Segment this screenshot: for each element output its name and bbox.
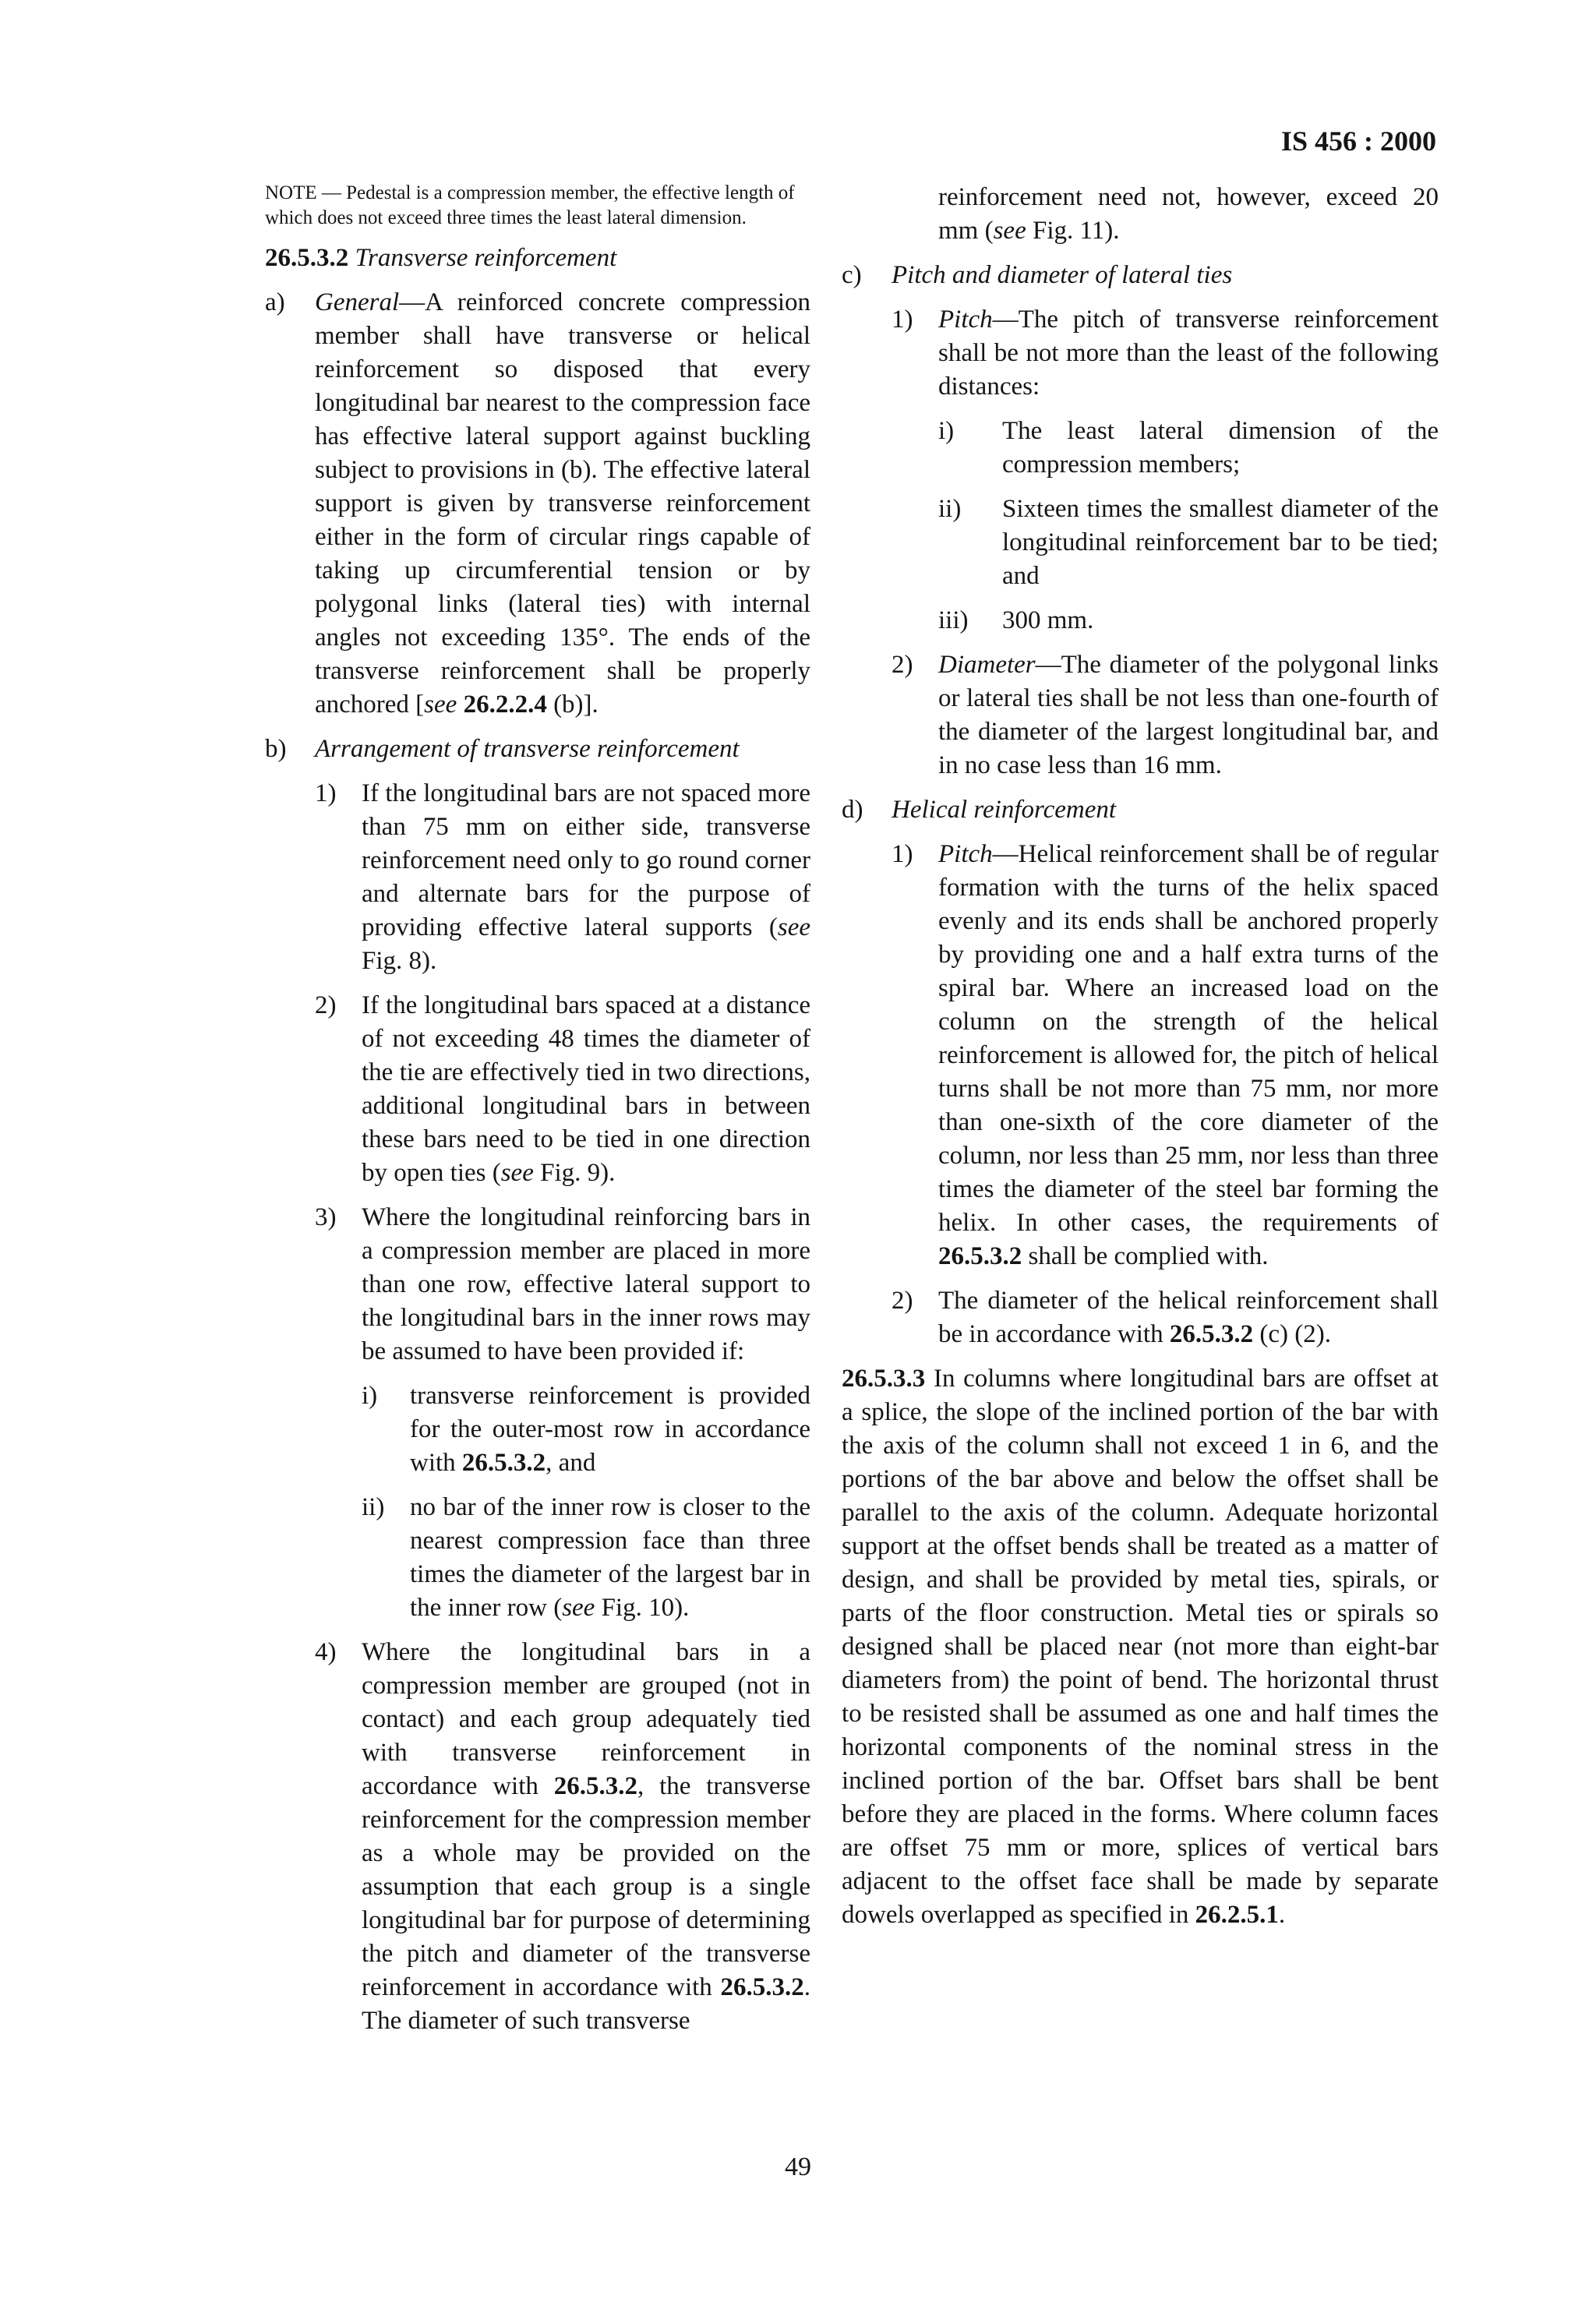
item-b4-text-2: , the transverse reinforcement for the compression member as a whole may be provided on the assumption that each group is a single longitudinal bar for purpose of determining the pitch and diameter of the transverse reinforcement in accordance with [362, 1772, 811, 2001]
item-c1-ii-text: Sixteen times the smallest diameter of the longitudinal reinforcement bar to be tied; and [1002, 495, 1439, 590]
item-c1-iii [842, 604, 1439, 637]
item-c1-iii-label: iii) [938, 606, 969, 634]
item-b1 [265, 777, 810, 978]
item-d2-body [938, 1284, 1439, 1351]
cross-reference: 26.5.3.2 [553, 1772, 637, 1800]
item-a-text-end: (b)]. [546, 690, 598, 719]
right-column [842, 181, 1439, 1941]
item-a-title: General [315, 288, 400, 316]
item-b4-label: 4) [315, 1638, 337, 1666]
figure-ref: Fig. 9). [533, 1159, 616, 1187]
item-b4-text: Where the longitudinal bars in a compression member are grouped (not in contact) and each group adequately tied with transverse reinforcement in accordance with [362, 1638, 810, 1800]
item-b3-i-end: , and [546, 1449, 596, 1477]
item-d1-title: Pitch [938, 840, 993, 868]
item-c1-title: Pitch [938, 305, 993, 334]
item-c1-iii-text: 300 mm. [1002, 606, 1094, 634]
item-b2-label: 2) [315, 991, 337, 1019]
left-column [265, 181, 810, 2049]
item-d1 [842, 838, 1439, 1273]
item-a-text: —A reinforced concrete compression member shall have transverse or helical reinforcement so disposed that every longitudinal bar nearest to the compression face has effective lateral support against buckling subject to provisions in (b). The effective lateral support is given by transverse reinforcement either in the form of circular rings capable of taking up circumferential tension or by polygonal links (lateral ties) with internal angles not exceeding 135°. The ends of the transverse reinforcement shall be properly anchored [ [315, 288, 810, 719]
clause-number: 26.5.3.3 [842, 1365, 926, 1393]
item-d2-label: 2) [892, 1287, 913, 1315]
item-c-title: Pitch and diameter of lateral ties [892, 261, 1233, 289]
item-b1-label: 1) [315, 779, 337, 807]
item-b2-text: If the longitudinal bars spaced at a distance of not exceeding 48 times the diameter of the tie are effectively tied in two directions, additional longitudinal bars in between these bars need to be tied in one direction by open ties ( [362, 991, 810, 1187]
item-b3-i-text: transverse reinforcement is provided for the outer-most row in accordance with [410, 1382, 810, 1477]
figure-ref: Fig. 8). [362, 947, 437, 975]
clause-text: In columns where longitudinal bars are offset at a splice, the slope of the inclined portion of the bar with the axis of the column shall not exceed 1 in 6, and the portions of the bar above and below the offset shall be parallel to the axis of the column. Adequate horizontal support at the offset bends shall be treated as a matter of design, and shall be provided by metal ties, spirals, or parts of the floor construction. Metal ties or spirals so designed shall be placed near (not more than eight-bar diameters from) the point of bend. The horizontal thrust to be resisted shall be assumed as one and half times the horizontal components of the nominal stress in the inclined portion of the bar. Offset bars shall be bent before they are placed in the forms. Where column faces are offset 75 mm or more, splices of vertical bars adjacent to the offset face shall be made by separate dowels overlapped as specified in [842, 1365, 1439, 1929]
item-d1-label: 1) [892, 840, 913, 868]
item-b2-body [362, 989, 810, 1190]
item-c-label: c) [842, 261, 862, 289]
item-b4-text-3: . The diameter of such transverse [362, 1973, 810, 2035]
see-ref: see [993, 217, 1026, 245]
cross-reference: 26.5.3.2 [461, 1449, 546, 1477]
item-c2-body [938, 648, 1439, 782]
item-d-title: Helical reinforcement [892, 796, 1117, 824]
cross-reference: 26.5.3.2 [720, 1973, 804, 2001]
cross-reference: 26.2.2.4 [463, 690, 547, 719]
item-b3-label: 3) [315, 1203, 337, 1231]
item-d [842, 793, 1439, 827]
item-b3-ii-text: no bar of the inner row is closer to the nearest compression face than three times the diameter of the largest bar in the inner row ( [410, 1493, 810, 1622]
item-b4-continued-body [938, 181, 1439, 248]
page-number: 49 [785, 2152, 811, 2181]
item-c1-i-label: i) [938, 417, 955, 445]
item-b2 [265, 989, 810, 1190]
item-c [842, 259, 1439, 292]
item-d1-text: —Helical reinforcement shall be of regular formation with the turns of the helix spaced evenly and its ends shall be anchored properly by providing one and a half extra turns of the spiral bar. Where an increased load on the column on the strength of the helical reinforcement is allowed for, the pitch of helical turns shall be not more than 75 mm, nor more than one-sixth of the core diameter of the column, nor less than 25 mm, nor less than three times the diameter of the steel bar forming the helix. In other cases, the requirements of [938, 840, 1439, 1237]
see-ref: see [562, 1594, 595, 1622]
item-d2-text: The diameter of the helical reinforcement shall be in accordance with [938, 1287, 1439, 1348]
item-d1-text-end: shall be complied with. [1022, 1242, 1269, 1270]
item-b [265, 733, 810, 766]
item-c2-title: Diameter [938, 651, 1036, 679]
see-ref: see [777, 913, 810, 941]
item-b-title: Arrangement of transverse reinforcement [315, 735, 740, 763]
item-b4-continued [842, 181, 1439, 248]
clause-26-5-3-3 [842, 1362, 1439, 1932]
clause-title: Transverse reinforcement [355, 244, 617, 272]
pedestal-note: NOTE — Pedestal is a compression member, the effective length of which does not exceed three times the least lateral dimension. [265, 182, 795, 228]
item-b-label: b) [265, 735, 287, 763]
item-b3-i-label: i) [362, 1382, 378, 1410]
item-b3-ii-label: ii) [362, 1493, 385, 1521]
item-c2-text: —The diameter of the polygonal links or lateral ties shall be not less than one-fourth of the diameter of the largest longitudinal bar, and in no case less than 16 mm. [938, 651, 1439, 779]
see-ref: see [500, 1159, 534, 1187]
item-c1-ii [842, 493, 1439, 593]
clause-end: . [1278, 1901, 1286, 1929]
item-c1-body [938, 303, 1439, 404]
cross-reference: 26.2.5.1 [1195, 1901, 1279, 1929]
cross-reference: 26.5.3.2 [938, 1242, 1022, 1270]
item-b3-ii-body [410, 1491, 810, 1625]
item-b1-body [362, 777, 810, 978]
item-b4-body [362, 1636, 810, 2038]
item-c1-i-text: The least lateral dimension of the compression members; [1002, 417, 1439, 479]
item-d-label: d) [842, 796, 863, 824]
item-b3-i-body [410, 1379, 810, 1480]
item-d2-end: (c) (2). [1253, 1320, 1331, 1348]
clause-heading [265, 242, 810, 275]
clause-number: 26.5.3.2 [265, 244, 349, 272]
standard-header: IS 456 : 2000 [1280, 125, 1436, 157]
item-c2 [842, 648, 1439, 782]
item-a-body [315, 286, 810, 722]
item-b4 [265, 1636, 810, 2038]
continued-text: reinforcement need not, however, exceed 20 mm ( [938, 183, 1439, 245]
see-ref: see [424, 690, 457, 719]
item-c1-ii-label: ii) [938, 495, 962, 523]
item-d2 [842, 1284, 1439, 1351]
item-c2-label: 2) [892, 651, 913, 679]
figure-ref: Fig. 11). [1026, 217, 1120, 245]
cross-reference: 26.5.3.2 [1169, 1320, 1254, 1348]
item-c1-text: —The pitch of transverse reinforcement shall be not more than the least of the following distances: [938, 305, 1439, 401]
item-b1-text: If the longitudinal bars are not spaced more than 75 mm on either side, transverse reinforcement need only to go round corner and alternate bars for the purpose of providing effective lateral supports ( [362, 779, 810, 941]
figure-ref: Fig. 10). [595, 1594, 690, 1622]
item-c1 [842, 303, 1439, 404]
item-c1-i [842, 415, 1439, 482]
item-a [265, 286, 810, 722]
item-c1-label: 1) [892, 305, 913, 334]
item-d1-body [938, 838, 1439, 1273]
item-b3 [265, 1201, 810, 1368]
item-b3-i [265, 1379, 810, 1480]
item-b3-text: Where the longitudinal reinforcing bars in a compression member are placed in more than one row, effective lateral support to the longitudinal bars in the inner rows may be assumed to have been provided if: [362, 1203, 810, 1365]
item-b3-ii [265, 1491, 810, 1625]
item-a-label: a) [265, 288, 285, 316]
